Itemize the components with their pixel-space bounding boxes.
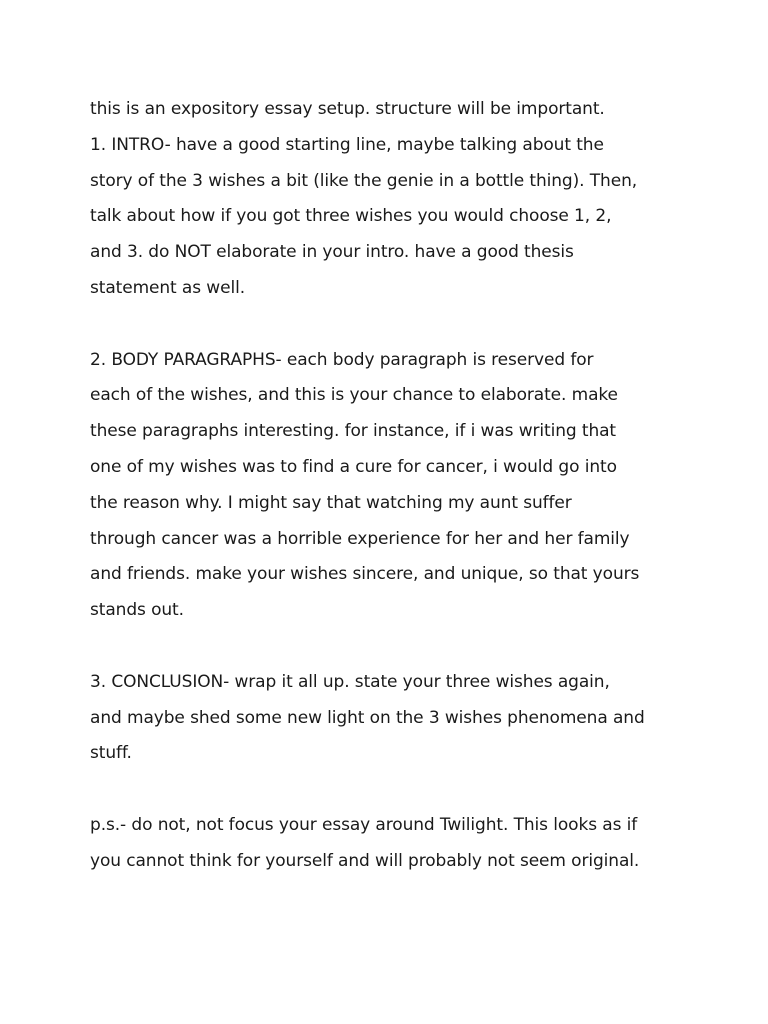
text-line: this is an expository essay setup. structure will be important. xyxy=(90,99,605,119)
text-line: statement as well. xyxy=(90,277,246,298)
ps-paragraph xyxy=(90,808,690,880)
text-line: one of my wishes was to find a cure for cancer, i would go into xyxy=(90,456,617,477)
text-line: 3. CONCLUSION- wrap it all up. state your three wishes again, xyxy=(90,671,610,692)
text-line: these paragraphs interesting. for instance, if i was writing that xyxy=(90,421,616,442)
text-line: talk about how if you got three wishes you would choose 1, 2, xyxy=(90,206,612,227)
text-line: story of the 3 wishes a bit (like the genie in a bottle thing). Then, xyxy=(90,170,638,191)
intro-paragraph xyxy=(90,92,690,307)
conclusion-paragraph xyxy=(90,665,690,772)
text-line: you cannot think for yourself and will probably not seem original. xyxy=(90,850,640,871)
text-line: each of the wishes, and this is your chance to elaborate. make xyxy=(90,385,618,406)
text-line: stands out. xyxy=(90,600,184,621)
text-line: the reason why. I might say that watching my aunt suffer xyxy=(90,492,572,513)
paragraph-spacer xyxy=(90,307,690,343)
body-paragraph xyxy=(90,343,690,629)
text-line: through cancer was a horrible experience for her and her family xyxy=(90,528,630,549)
text-line: and 3. do NOT elaborate in your intro. have a good thesis xyxy=(90,242,574,263)
text-line: and maybe shed some new light on the 3 wishes phenomena and xyxy=(90,707,645,728)
document-text xyxy=(90,92,690,880)
text-line: and friends. make your wishes sincere, and unique, so that yours xyxy=(90,564,640,585)
text-line: p.s.- do not, not focus your essay around Twilight. This looks as if xyxy=(90,814,638,835)
paragraph-spacer xyxy=(90,629,690,665)
text-line: 1. INTRO- have a good starting line, maybe talking about the xyxy=(90,134,604,155)
paragraph-spacer xyxy=(90,772,690,808)
text-line: stuff. xyxy=(90,743,132,764)
text-line: 2. BODY PARAGRAPHS- each body paragraph is reserved for xyxy=(90,349,594,370)
